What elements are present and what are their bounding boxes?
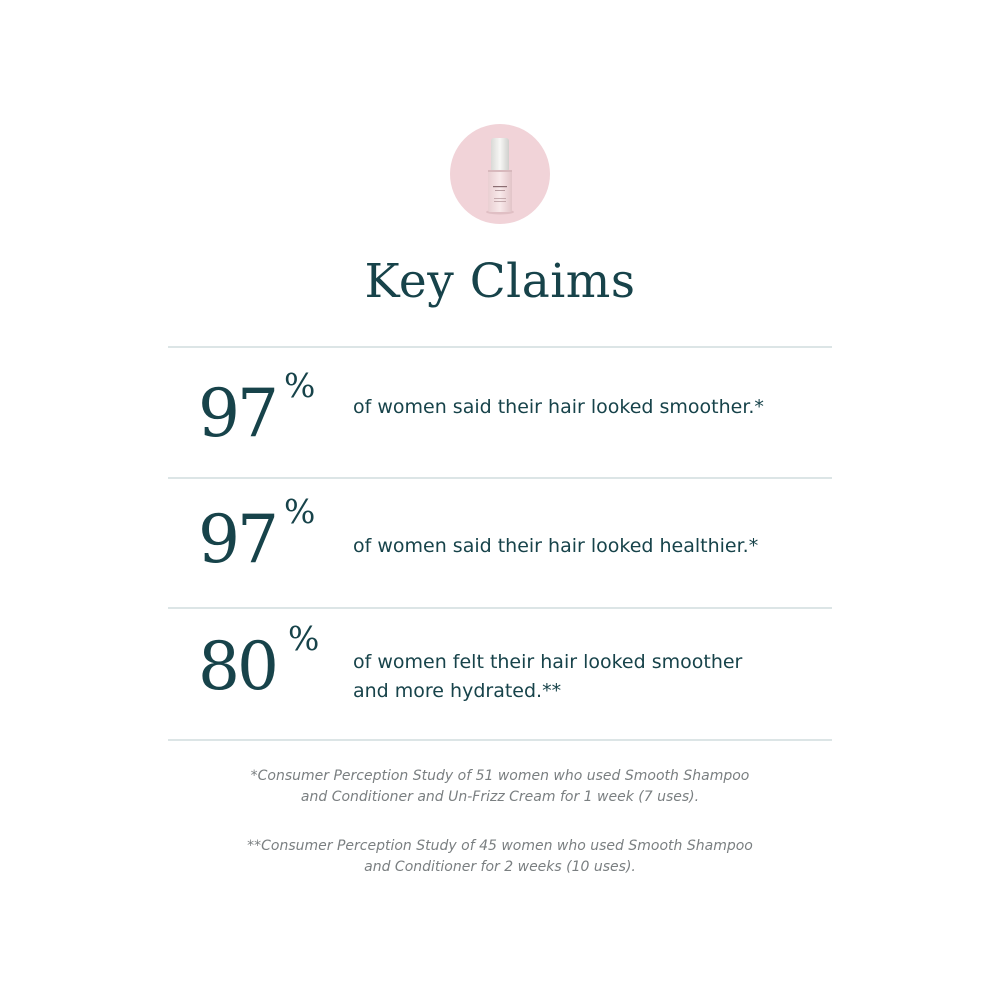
claim-text bbox=[353, 532, 823, 561]
divider bbox=[168, 477, 832, 479]
claim-text-line: of women said their hair looked smoother.* bbox=[353, 396, 764, 418]
footnote bbox=[0, 836, 1000, 878]
percent-sign: % bbox=[284, 366, 316, 405]
claim-text-line: of women said their hair looked healthier.* bbox=[353, 535, 759, 557]
footnote-line: and Conditioner and Un-Frizz Cream for 1 week (7 uses). bbox=[300, 789, 700, 805]
claim-percent-value: 97 bbox=[198, 375, 276, 452]
claim-text bbox=[353, 393, 823, 422]
divider bbox=[168, 739, 832, 741]
claim-text-line: of women felt their hair looked smoother bbox=[353, 651, 743, 673]
footnote bbox=[0, 766, 1000, 808]
claim-stat bbox=[198, 492, 338, 578]
product-badge bbox=[450, 124, 550, 224]
product-bottle-icon bbox=[450, 124, 550, 224]
percent-sign: % bbox=[288, 619, 320, 658]
page-title: Key Claims bbox=[364, 254, 636, 309]
claim-stat bbox=[198, 366, 338, 452]
footnote-line: *Consumer Perception Study of 51 women who used Smooth Shampoo bbox=[250, 768, 750, 784]
percent-sign: % bbox=[284, 492, 316, 531]
claim-percent-value: 97 bbox=[198, 501, 276, 578]
claim-text-line: and more hydrated.** bbox=[353, 680, 562, 702]
claim-percent-value: 80 bbox=[198, 628, 276, 705]
footnote-line: and Conditioner for 2 weeks (10 uses). bbox=[364, 859, 636, 875]
divider bbox=[168, 607, 832, 609]
claim-stat bbox=[198, 619, 338, 705]
divider bbox=[168, 346, 832, 348]
claim-text bbox=[353, 648, 823, 706]
footnote-line: **Consumer Perception Study of 45 women who used Smooth Shampoo bbox=[247, 838, 753, 854]
